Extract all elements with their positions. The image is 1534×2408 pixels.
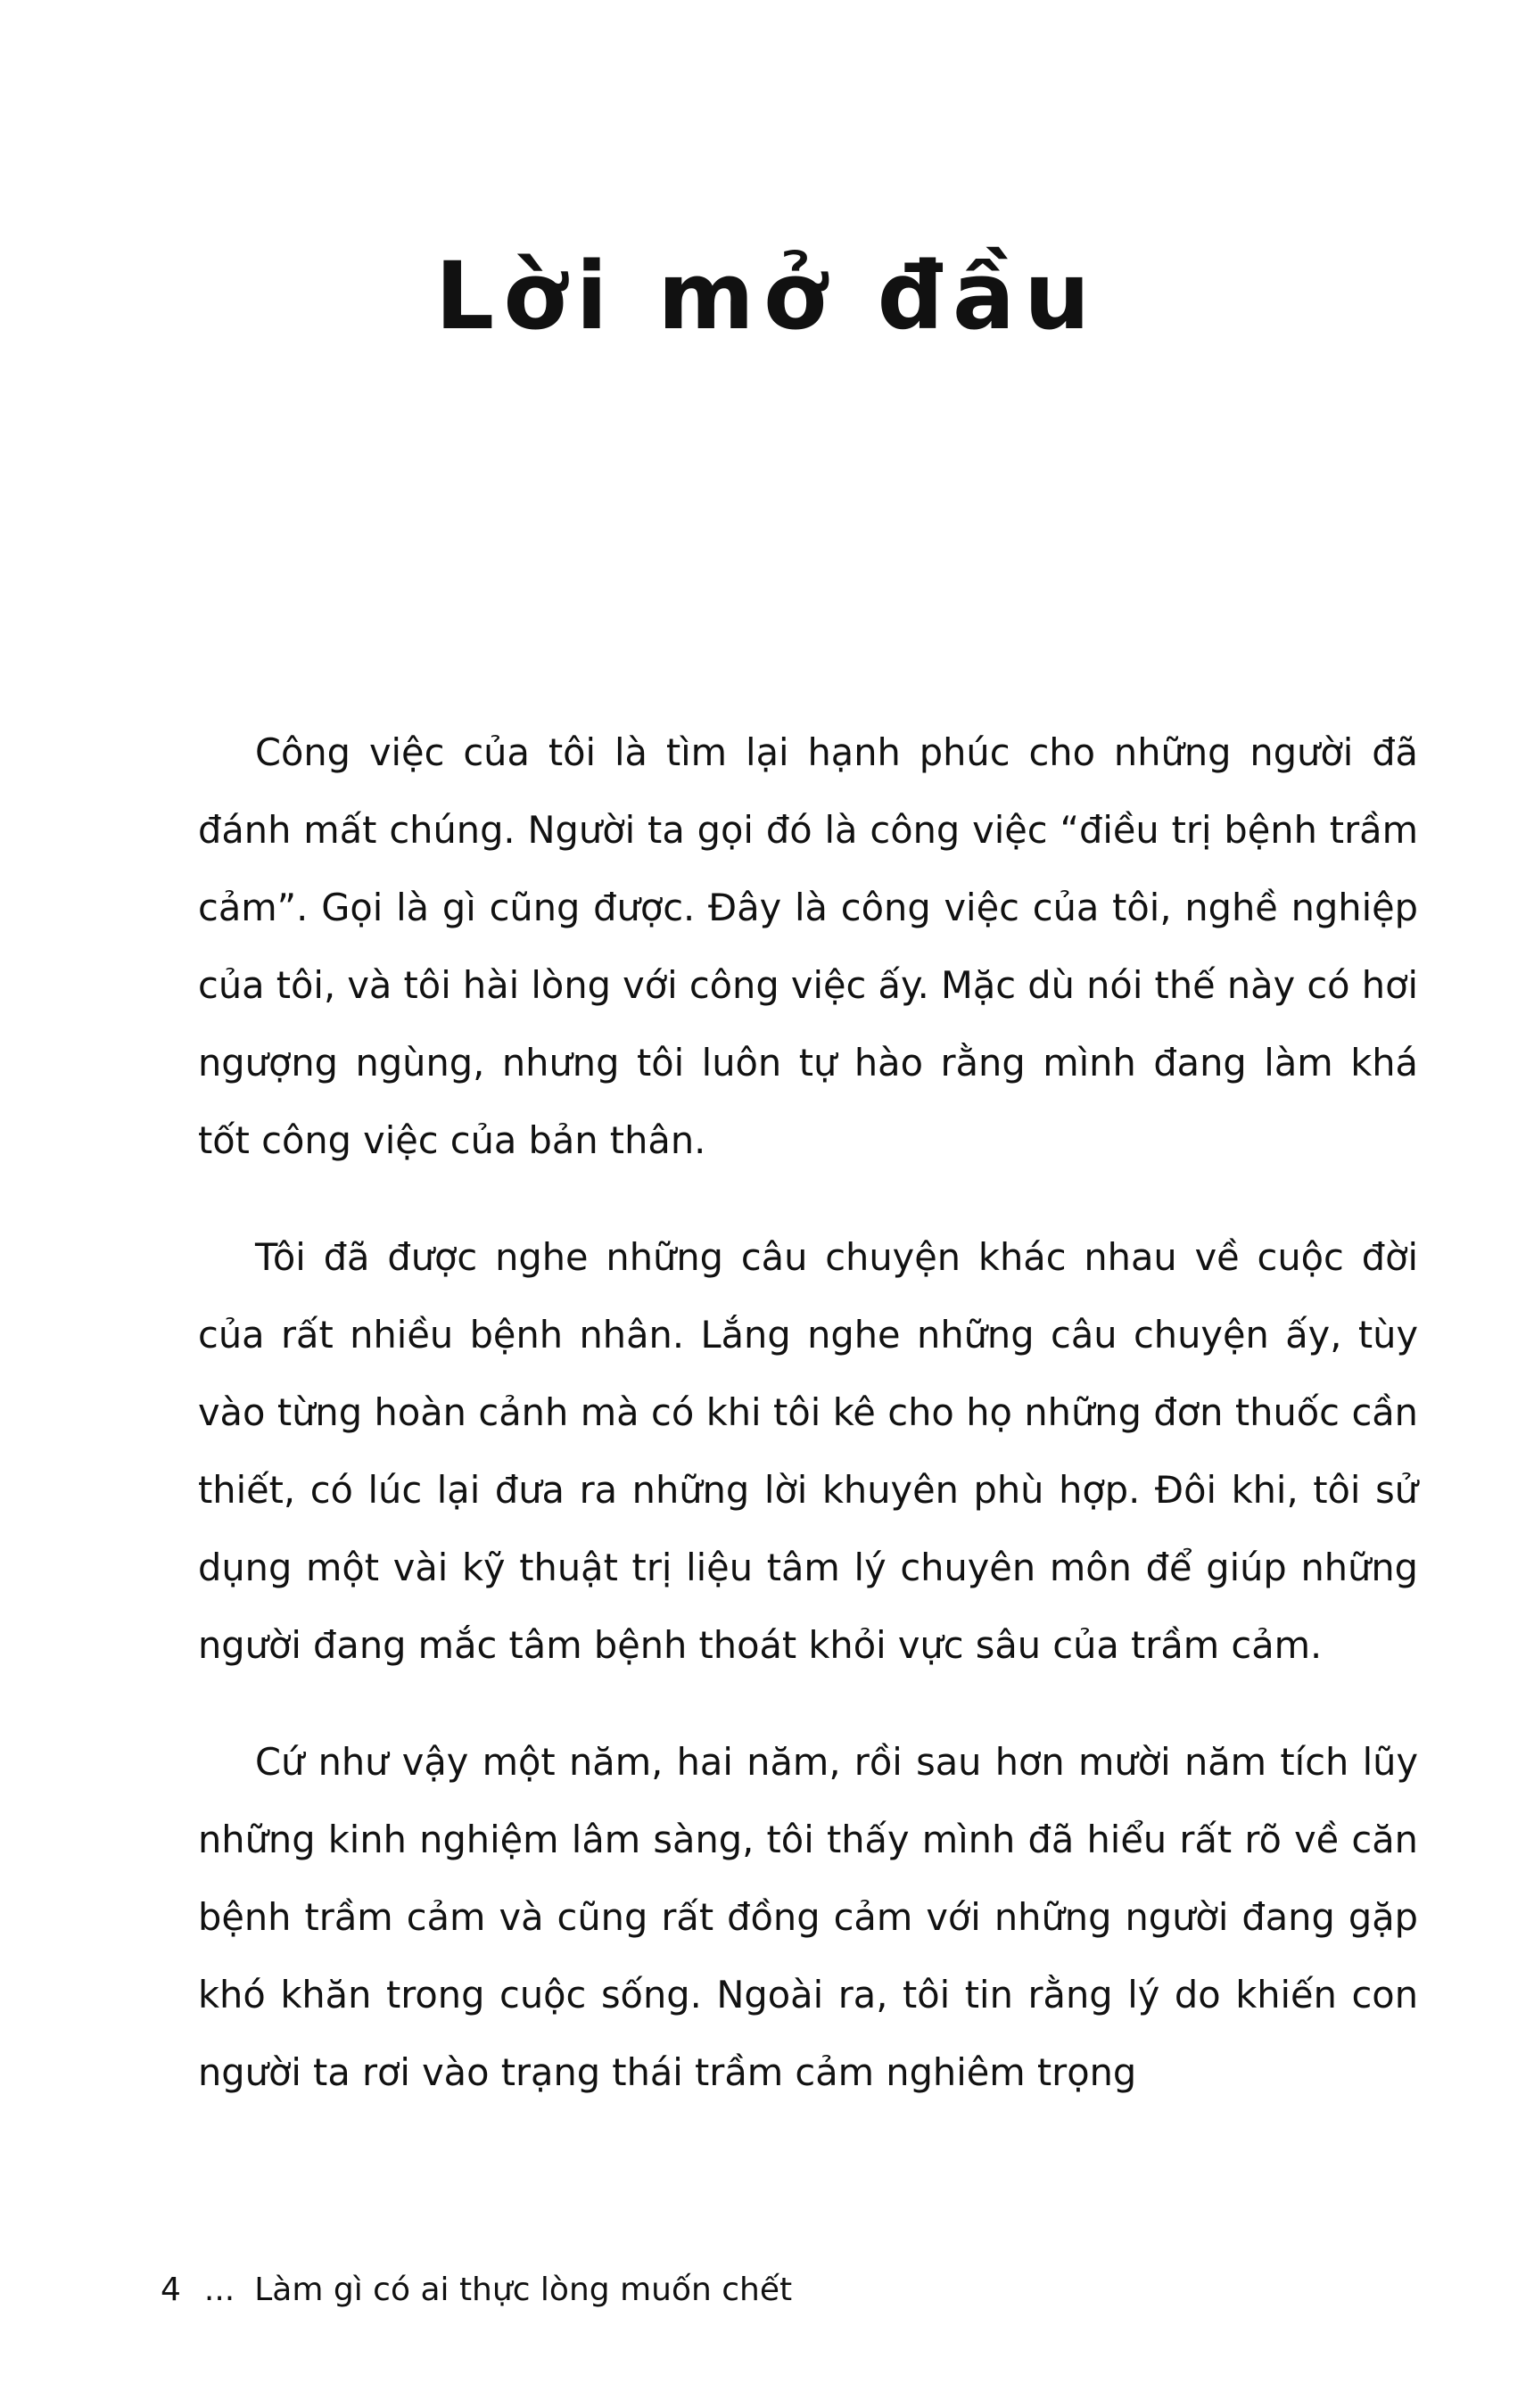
paragraph-2: Tôi đã được nghe những câu chuyện khác nhau về cuộc đời của rất nhiều bệnh nhân. Lắng nghe những câu chuyện ấy, tùy vào từng hoàn cảnh mà có khi tôi kê cho họ những đơn thuốc cần thiết, có lúc lại đưa ra những lời khuyên phù hợp. Đôi khi, tôi sử dụng một vài kỹ thuật trị liệu tâm lý chuyên môn để giúp những người đang mắc tâm bệnh thoát khỏi vực sâu của trầm cảm. [198, 1235, 1418, 1667]
paragraph-3: Cứ như vậy một năm, hai năm, rồi sau hơn mười năm tích lũy những kinh nghiệm lâm sàng, tôi thấy mình đã hiểu rất rõ về căn bệnh trầm cảm và cũng rất đồng cảm với những người đang gặp khó khăn trong cuộc sống. Ngoài ra, tôi tin rằng lý do khiến con người ta rơi vào trạng thái trầm cảm nghiêm trọng [198, 1740, 1418, 2094]
running-title: Làm gì có ai thực lòng muốn chết [254, 2272, 793, 2308]
page-footer [161, 2271, 792, 2309]
body-text [198, 713, 1418, 2150]
paragraph-1: Công việc của tôi là tìm lại hạnh phúc cho những người đã đánh mất chúng. Người ta gọi đó là công việc “điều trị bệnh trầm cảm”. Gọi là gì cũng được. Đây là công việc của tôi, nghề nghiệp của tôi, và tôi hài lòng với công việc ấy. Mặc dù nói thế này có hơi ngượng ngùng, nhưng tôi luôn tự hào rằng mình đang làm khá tốt công việc của bản thân. [198, 730, 1418, 1162]
chapter-title: Lời mở đầu [434, 242, 1100, 350]
footer-separator: ... [203, 2272, 235, 2308]
page-number: 4 [161, 2272, 181, 2308]
